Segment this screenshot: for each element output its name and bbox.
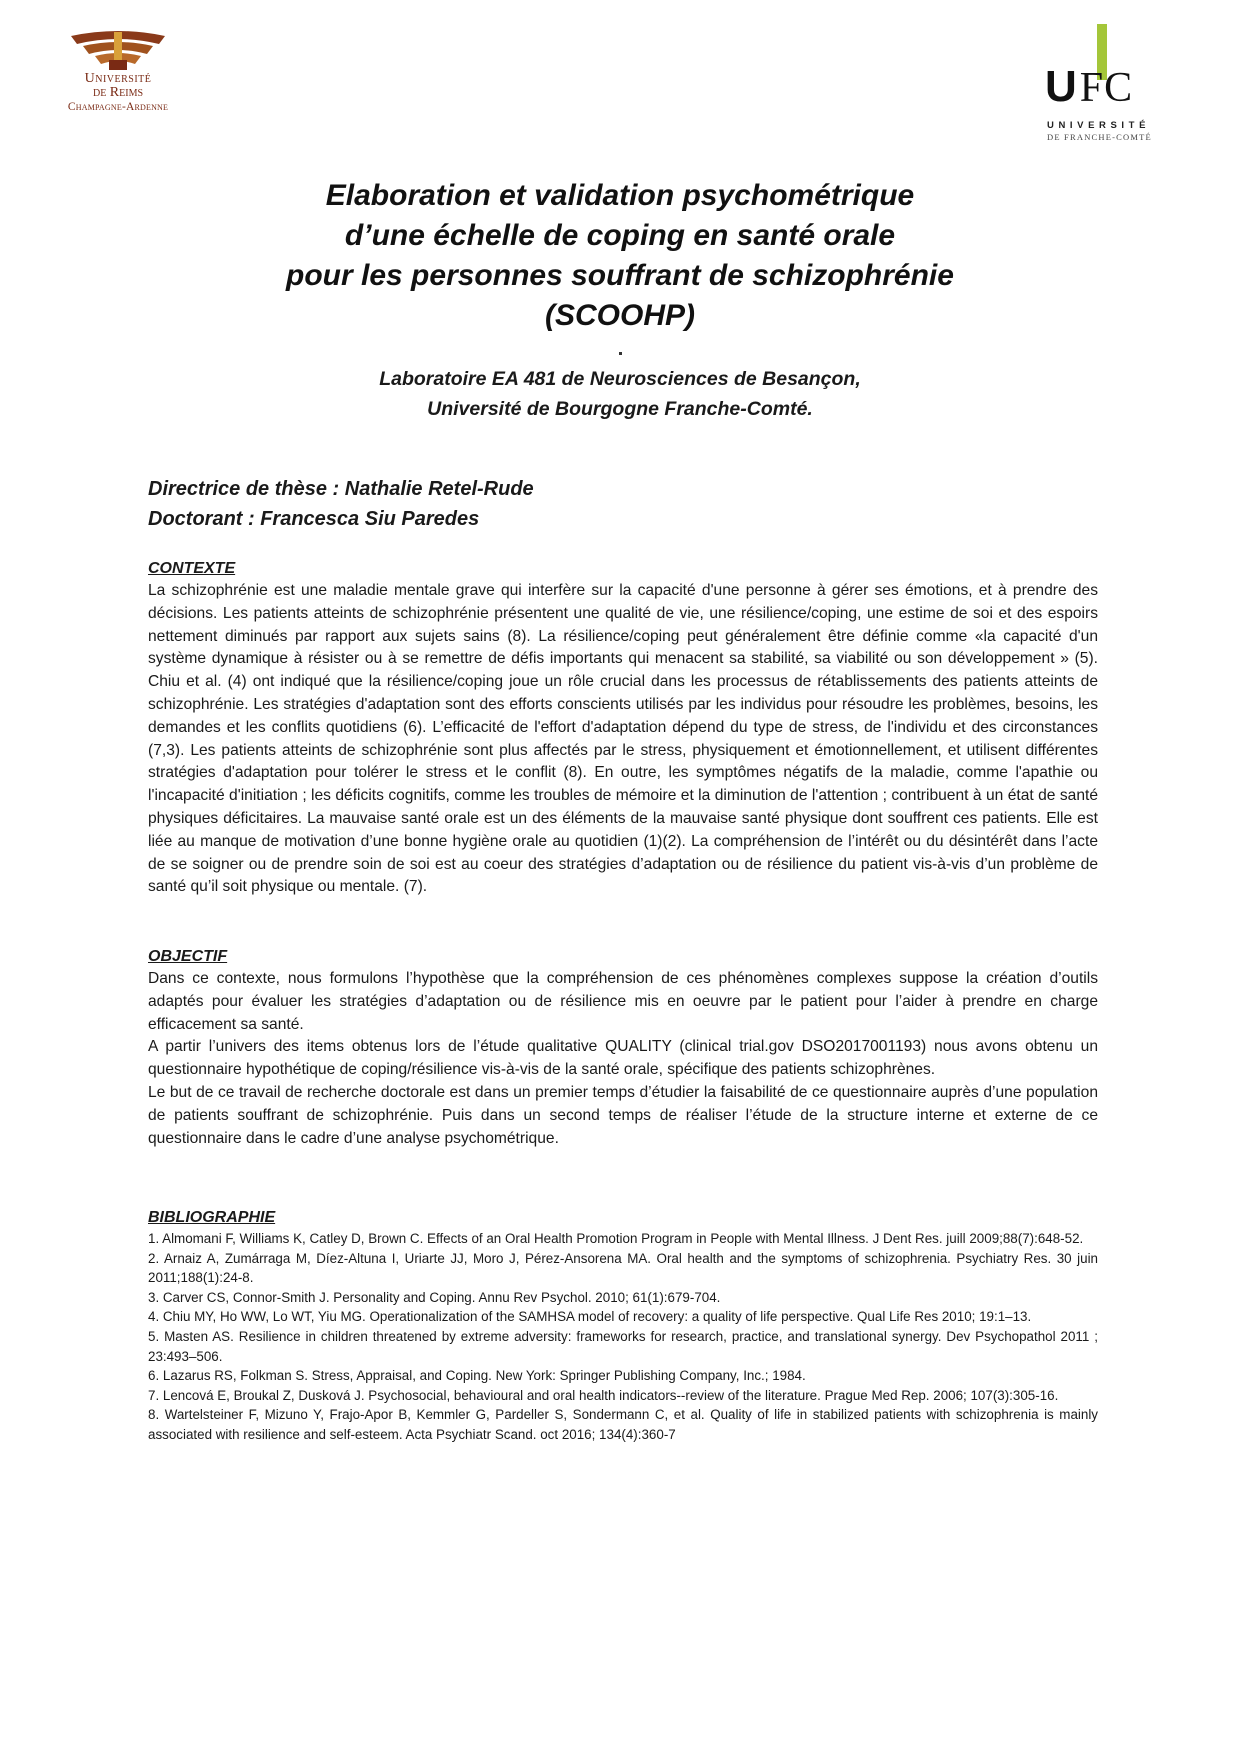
ufc-subtitle-2: DE FRANCHE-COMTÉ xyxy=(1047,132,1152,142)
objectif-paragraph-3: Le but de ce travail de recherche doctorale est dans un premier temps d’étudier la faisabilité de ce questionnaire auprès d’une population de patients souffrant de schizophrénie. Puis dans un second temps de réaliser l’étude de la structure interne et externe de ce questionnaire dans le cadre d’une analyse psychométrique. xyxy=(148,1083,1098,1147)
section-contexte xyxy=(148,558,1098,899)
objectif-paragraph-2: A partir l’univers des items obtenus lors de l’étude qualitative QUALITY (clinical trial.gov DSO2017001193) nous avons obtenu un questionnaire hypothétique de coping/résilience vis-à-vis de la santé orale, spécifique des patients schizophrènes. xyxy=(148,1038,1098,1079)
title-line-1: Elaboration et validation psychométrique xyxy=(325,179,915,212)
thesis-director: Directrice de thèse : Nathalie Retel-Rude xyxy=(148,478,534,500)
laboratory-affiliation xyxy=(0,364,1240,424)
objectif-heading: OBJECTIF xyxy=(148,948,228,965)
ufc-subtitle-1: UNIVERSITÉ xyxy=(1047,120,1151,131)
lab-line-2: Université de Bourgogne Franche-Comté. xyxy=(427,398,813,420)
bibliographie-heading: BIBLIOGRAPHIE xyxy=(148,1209,276,1226)
doctoral-student: Doctorant : Francesca Siu Paredes xyxy=(148,508,480,530)
ufc-logo xyxy=(1045,22,1185,142)
contexte-paragraph: La schizophrénie est une maladie mentale grave qui interfère sur la capacité d'une personne à gérer ses émotions, et à prendre des décisions. Les patients atteints de schizophrénie présentent une qualité de vie, une résilience/coping, une estime de soi et des espoirs nettement diminués par rapport aux sujets sains (8). La résilience/coping peut généralement être définie comme «la capacité d'un système dynamique à résister ou à se remettre de défis importants qui menacent sa stabilité, sa viabilité ou son développement » (5). Chiu et al. (4) ont indiqué que la résilience/coping joue un rôle crucial dans les processus de rétablissements des patients atteints de schizophrénie. Les stratégies d'adaptation sont des efforts conscients utilisés par les individus pour résoudre les problèmes, besoins, les demandes et les conflits quotidiens (6). L’efficacité de l'effort d'adaptation dépend du type de stress, de l'individu et des circonstances (7,3). Les patients atteints de schizophrénie sont plus affectés par le stress, physiquement et émotionnellement, et utilisent différentes stratégies d'adaptation pour tolérer le stress et le conflit (8). En outre, les symptômes négatifs de la maladie, comme l'apathie ou l'incapacité d'initiation ; les déficits cognitifs, comme les troubles de mémoire et la diminution de l'attention ; contribuent à un état de santé physiques déficitaires. La mauvaise santé orale est un des éléments de la mauvaise santé physique dont souffrent ces patients. Elle est liée au manque de motivation d’une bonne hygiène orale au quotidien (1)(2). La compréhension de l’intérêt ou du désintérêt dans l’acte de se soigner ou de prendre soin de soi est au coeur des stratégies d’adaptation ou de résilience du patient vis-à-vis d’un problème de santé qu’il soit physique ou mentale. (7). xyxy=(148,582,1098,896)
urca-line1: Université xyxy=(84,71,152,86)
separator-dot xyxy=(619,352,622,355)
reference-item: 7. Lencová E, Broukal Z, Dusková J. Psychosocial, behavioural and oral health indicators--review of the literature. Prague Med Rep. 2006; 107(3):305-16. xyxy=(148,1387,1059,1403)
urca-line3: Champagne-Ardenne xyxy=(67,101,169,113)
reference-item: 6. Lazarus RS, Folkman S. Stress, Appraisal, and Coping. New York: Springer Publishing Company, Inc.; 1984. xyxy=(148,1368,806,1384)
section-bibliographie xyxy=(148,1207,1098,1445)
urca-emblem-icon xyxy=(63,30,173,72)
reference-item: 5. Masten AS. Resilience in children threatened by extreme adversity: frameworks for research, practice, and translational synergy. Dev Psychopathol 2011 ; 23:493–506. xyxy=(148,1328,1098,1364)
title-line-2: d’une échelle de coping en santé orale xyxy=(344,219,896,252)
urca-line2: de Reims xyxy=(92,85,144,100)
reference-item: 2. Arnaiz A, Zumárraga M, Díez-Altuna I, Uriarte JJ, Moro J, Pérez-Ansorena MA. Oral health and the symptoms of schizophrenia. Psychiatry Res. 30 juin 2011;188(1):24-8. xyxy=(148,1250,1098,1286)
document-title xyxy=(0,176,1240,336)
reference-item: 4. Chiu MY, Ho WW, Lo WT, Yiu MG. Operationalization of the SAMHSA model of recovery: a quality of life perspective. Qual Life Res 2010; 19:1–13. xyxy=(148,1309,1032,1325)
objectif-paragraph-1: Dans ce contexte, nous formulons l’hypothèse que la compréhension de ces phénomènes complexes suppose la création d’outils adaptés pour évaluer les stratégies d’adaptation ou de résilience mis en oeuvre par le patient pour l’aider à prendre en charge efficacement sa santé. xyxy=(148,970,1098,1033)
contexte-heading: CONTEXTE xyxy=(148,560,236,577)
title-line-4: (SCOOHP) xyxy=(545,299,695,332)
title-line-3: pour les personnes souffrant de schizophrénie xyxy=(286,259,954,292)
reference-item: 1. Almomani F, Williams K, Catley D, Brown C. Effects of an Oral Health Promotion Program in People with Mental Illness. J Dent Res. juill 2009;88(7):648-52. xyxy=(148,1231,1084,1246)
ufc-wordmark xyxy=(1045,62,1133,112)
lab-line-1: Laboratoire EA 481 de Neurosciences de Besançon, xyxy=(379,368,861,390)
reference-item: 8. Wartelsteiner F, Mizuno Y, Frajo-Apor B, Kemmler G, Pardeller S, Sondermann C, et al. Quality of life in stabilized patients with schizophrenia is mainly associated with resilience and self-esteem. Acta Psychiatr Scand. oct 2016; 134(4):360-7 xyxy=(148,1407,1098,1442)
ufc-wordmark-u: U xyxy=(1045,62,1080,111)
urca-logo xyxy=(38,30,198,114)
supervision-block xyxy=(148,474,534,534)
ufc-wordmark-fc: FC xyxy=(1079,65,1134,111)
reference-item: 3. Carver CS, Connor-Smith J. Personality and Coping. Annu Rev Psychol. 2010; 61(1):679-704. xyxy=(148,1289,721,1305)
section-objectif xyxy=(148,946,1098,1150)
